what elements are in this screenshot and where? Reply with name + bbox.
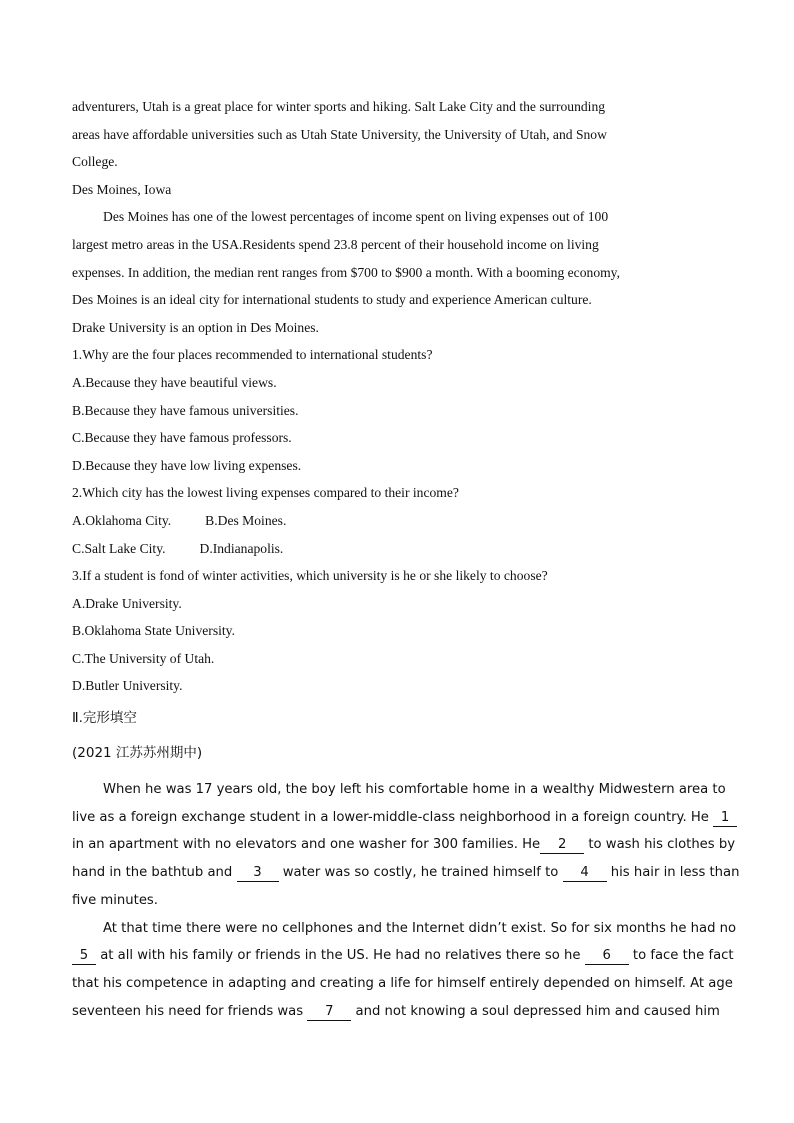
text-segment: seventeen his need for friends was — [72, 1003, 304, 1019]
text-line: When he was 17 years old, the boy left his comfortable home in a wealthy Midwestern area to — [103, 782, 726, 798]
question-stem: 1.Why are the four places recommended to international students? — [72, 347, 433, 363]
text-line: areas have affordable universities such as Utah State University, the University of Utah, and Snow — [72, 126, 607, 142]
answer-option: A.Drake University. — [72, 595, 182, 611]
answer-option-row — [72, 507, 722, 535]
document-page — [72, 93, 740, 1025]
text-line — [72, 804, 730, 832]
text-segment: his hair in less than — [610, 865, 740, 881]
answer-option: C.Because they have famous professors. — [72, 430, 292, 446]
text-line: expenses. In addition, the median rent ranges from $700 to $900 a month. With a booming economy, — [72, 264, 620, 280]
text-line: College. — [72, 154, 118, 170]
answer-option: A.Oklahoma City. — [72, 512, 172, 528]
cloze-passage — [72, 776, 740, 1025]
text-segment: and not knowing a soul depressed him and caused him — [355, 1003, 720, 1019]
blank-3: 3 — [237, 865, 279, 882]
text-segment: in an apartment with no elevators and one washer for 300 families. He — [72, 837, 541, 853]
question-1 — [72, 341, 722, 479]
text-line: Drake University is an option in Des Moines. — [72, 319, 319, 335]
answer-option: C.Salt Lake City. — [72, 540, 166, 556]
text-line: adventurers, Utah is a great place for winter sports and hiking. Salt Lake City and the surrounding — [72, 99, 606, 114]
text-line: five minutes. — [72, 892, 158, 908]
answer-option: B.Des Moines. — [205, 512, 287, 528]
blank-1: 1 — [713, 810, 737, 827]
utah-paragraph — [72, 93, 722, 176]
answer-option: C.The University of Utah. — [72, 650, 215, 666]
answer-option: D.Because they have low living expenses. — [72, 457, 302, 473]
text-line: Des Moines is an ideal city for international students to study and experience American culture. — [72, 292, 592, 308]
section-title: Ⅱ.完形填空 — [72, 710, 137, 727]
source-note: (2021 江苏苏州期中) — [72, 745, 203, 762]
text-segment: at all with his family or friends in the US. He had no relatives there so he — [100, 948, 581, 964]
text-line — [72, 998, 722, 1026]
question-3 — [72, 562, 722, 700]
text-segment: to wash his clothes by — [588, 837, 736, 853]
question-2 — [72, 479, 722, 562]
answer-option: D.Butler University. — [72, 678, 183, 694]
des-moines-paragraph — [72, 203, 722, 341]
blank-6: 6 — [585, 948, 629, 965]
text-line: At that time there were no cellphones and the Internet didn’t exist. So for six months he had no — [103, 920, 737, 936]
blank-2: 2 — [540, 837, 584, 854]
text-segment: hand in the bathtub and — [72, 865, 233, 881]
text-segment: live as a foreign exchange student in a lower-middle-class neighborhood in a foreign country. He — [72, 809, 709, 825]
answer-option-row — [72, 535, 722, 563]
blank-5: 5 — [72, 948, 96, 965]
answer-option: A.Because they have beautiful views. — [72, 374, 277, 390]
question-stem: 2.Which city has the lowest living expenses compared to their income? — [72, 485, 459, 501]
des-moines-heading: Des Moines, Iowa — [72, 181, 172, 197]
blank-7: 7 — [307, 1004, 351, 1021]
text-line: Des Moines has one of the lowest percentages of income spent on living expenses out of 100 — [103, 209, 609, 225]
question-stem: 3.If a student is fond of winter activities, which university is he or she likely to choose? — [72, 568, 548, 584]
blank-4: 4 — [563, 865, 607, 882]
text-segment: water was so costly, he trained himself to — [282, 865, 559, 881]
text-line — [72, 859, 740, 887]
text-line — [72, 942, 734, 970]
answer-option: D.Indianapolis. — [199, 540, 284, 556]
text-line: that his competence in adapting and creating a life for himself entirely depended on himself. At age — [72, 975, 733, 991]
answer-option: B.Oklahoma State University. — [72, 623, 235, 639]
answer-option: B.Because they have famous universities. — [72, 402, 299, 418]
text-line — [72, 831, 736, 859]
text-line: largest metro areas in the USA.Residents spend 23.8 percent of their household income on living — [72, 236, 599, 252]
text-segment: to face the fact — [632, 948, 734, 964]
